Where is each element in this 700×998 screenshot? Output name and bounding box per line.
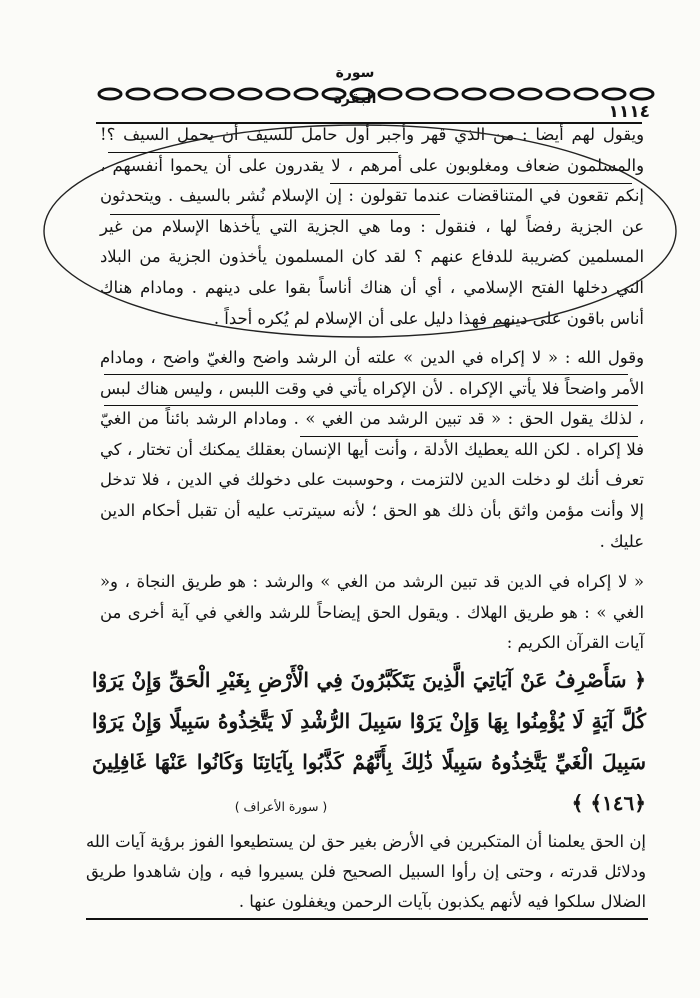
underline-annotation [104, 405, 638, 406]
surah-title: سورة البقرة [333, 65, 377, 107]
page-number: ١١١٤ [608, 102, 650, 122]
paragraph-3: « لا إكراه في الدين قد تبين الرشد من الغي » والرشد : هو طريق النجاة ، و« الغي » : هو طريق الهلاك . ويقول الحق إيضاحاً للرشد والغي في آية أخرى من آيات القرآن الكريم : [100, 572, 644, 653]
bottom-rule [86, 918, 648, 920]
chain-border-ornament [96, 85, 658, 103]
hand-drawn-ellipse-annotation [40, 120, 680, 342]
underline-annotation [300, 436, 638, 437]
verse-source: ( سورة الأعراف ) [234, 799, 328, 814]
underline-annotation [108, 152, 398, 153]
underline-annotation [330, 183, 632, 184]
paragraph-1: ويقول لهم أيضا : من الذي قهر وأجبر أول حامل للسيف أن يحمل السيف ؟! والمسلمون ضعاف ومغلوبون على أمرهم ، لا يقدرون على أن يحموا أنفسهم ، إنكم تقعون في المتناقضات عندما تقولون : إن الإسلام نُشر بالسيف . ويتحدثون عن الجزية رفضاً لها ، فنقول : وما هي الجزية التي يأخذها الإسلام من غير المسلمين كضريبة للدفاع عنهم ؟ لقد كان المسلمون يأخذون الجزية من البلاد التي دخلها الفتح الإسلامي ، أي أن هناك أناساً بقوا على دينهم . ومادام هناك أناس باقون على دينهم فهذا دليل على أن الإسلام لم يُكره أحداً . [100, 125, 644, 328]
underline-annotation [104, 374, 628, 375]
paragraph-2: وقول الله : « لا إكراه في الدين » علته أن الرشد واضح والغيّ واضح ، ومادام الأمر واضحاً فلا يأتي الإكراه . لأن الإكراه يأتي في وقت اللبس ، وليس هناك لبس ، لذلك يقول الحق : « قد تبين الرشد من الغي » . ومادام الرشد بائناً من الغيّ فلا إكراه . لكن الله يعطيك الأدلة ، وأنت أيها الإنسان بعقلك يمكنك أن تختار ، كي تعرف أنك لو دخلت الدين لالتزمت ، وحوسبت على دخولك في الدين ، فلا تدخل إلا وأنت مؤمن واثق بأن ذلك هو الحق ؛ لأنه سيترتب عليه أن تقبل أحكام الدين عليك . [100, 348, 644, 551]
paragraph-4: إن الحق يعلمنا أن المتكبرين في الأرض بغير حق لن يستطيعوا الفوز برؤية آيات الله ودلائل قدرته ، وحتى إن رأوا السبيل الصحيح فلن يسيروا فيه ، وإن شاهدوا طريق الضلال سلكوا فيه لأنهم يكذبون بآيات الرحمن ويغفلون عنها . [86, 832, 646, 911]
underline-annotation [110, 214, 440, 215]
quran-verse: ﴿ سَأَصْرِفُ عَنْ آيَاتِيَ الَّذِينَ يَتَكَبَّرُونَ فِي الْأَرْضِ بِغَيْرِ الْحَقِّ وَإِنْ يَرَوْا كُلَّ آيَةٍ لَا يُؤْمِنُوا بِهَا وَإِنْ يَرَوْا سَبِيلَ الرُّشْدِ لَا يَتَّخِذُوهُ سَبِيلًا وَإِنْ يَرَوْا سَبِيلَ الْغَيِّ يَتَّخِذُوهُ سَبِيلًا ذَٰلِكَ بِأَنَّهُمْ كَذَّبُوا بِآيَاتِنَا وَكَانُوا عَنْهَا غَافِلِينَ ﴿١٤٦﴾ ﴾ [92, 668, 646, 815]
